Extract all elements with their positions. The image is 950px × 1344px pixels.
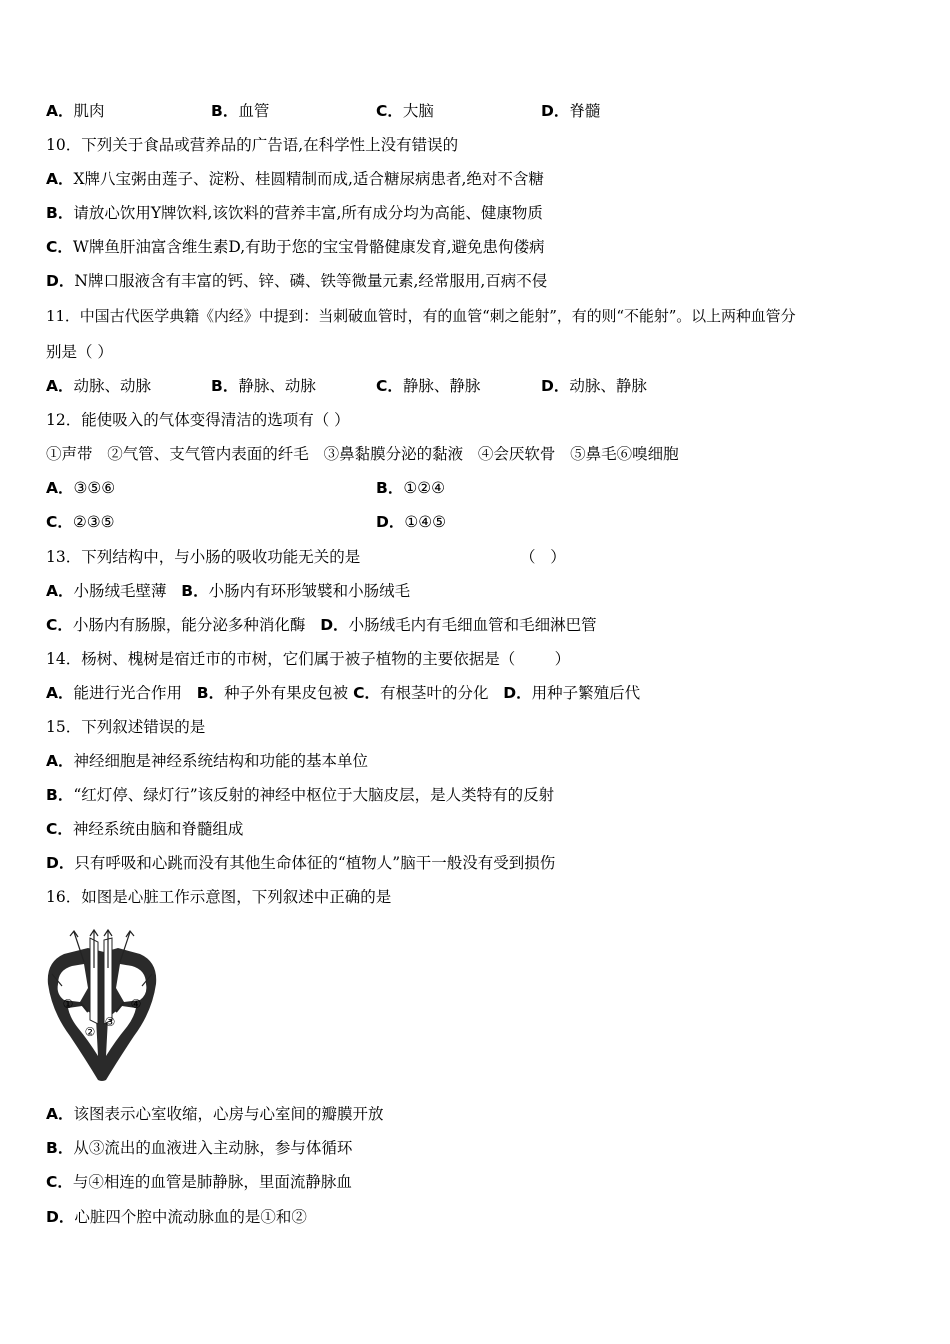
heart-label-4: ④ (130, 997, 142, 1011)
q16-stem: 16．如图是心脏工作示意图，下列叙述中正确的是 (46, 888, 392, 906)
q10-option-a: A．X牌八宝粥由莲子、淀粉、桂圆精制而成,适合糖尿病患者,绝对不含糖 (46, 170, 544, 188)
heart-diagram (44, 928, 160, 1084)
q11-option-c: C．静脉、静脉 (376, 377, 481, 395)
q11-option-a: A．动脉、动脉 (46, 377, 152, 395)
heart-label-2: ② (84, 1025, 96, 1039)
q15-option-d: D．只有呼吸和心跳而没有其他生命体征的“植物人”脑干一般没有受到损伤 (46, 854, 556, 872)
heart-label-3: ③ (104, 1015, 116, 1029)
q11-stem-line1: 11．中国古代医学典籍《内经》中提到：当刺破血管时，有的血管“刺之能射”，有的则“不能射”。以上两种血管分 (46, 307, 796, 325)
q15-stem: 15．下列叙述错误的是 (46, 718, 206, 736)
q10-option-b: B．请放心饮用Y牌饮料,该饮料的营养丰富,所有成分均为高能、健康物质 (46, 204, 543, 222)
q10-option-c: C．W牌鱼肝油富含维生素D,有助于您的宝宝骨骼健康发育,避免患佝偻病 (46, 238, 545, 256)
q9-option-a: A．肌肉 (46, 102, 105, 120)
q10-stem: 10．下列关于食品或营养品的广告语,在科学性上没有错误的 (46, 136, 459, 154)
q9-option-c: C．大脑 (376, 102, 434, 120)
q12-option-a: A．③⑤⑥ (46, 479, 116, 497)
q13-answer-bracket: （ ） (520, 548, 566, 566)
q14-stem: 14．杨树、槐树是宿迁市的市树，它们属于被子植物的主要依据是（ ） (46, 650, 571, 668)
q12-items: ①声带 ②气管、支气管内表面的纤毛 ③鼻黏膜分泌的黏液 ④会厌软骨 ⑤鼻毛⑥嗅细胞 (46, 445, 679, 463)
q10-option-d: D．N牌口服液含有丰富的钙、锌、磷、铁等微量元素,经常服用,百病不侵 (46, 272, 548, 290)
q16-option-a: A．该图表示心室收缩，心房与心室间的瓣膜开放 (46, 1105, 384, 1123)
q11-option-b: B．静脉、动脉 (211, 377, 316, 395)
q12-option-d: D．①④⑤ (376, 513, 447, 531)
q9-option-d: D．脊髓 (541, 102, 601, 120)
q16-option-d: D．心脏四个腔中流动脉血的是①和② (46, 1208, 307, 1226)
q12-option-b: B．①②④ (376, 479, 446, 497)
q12-option-c: C．②③⑤ (46, 513, 115, 531)
q12-stem: 12．能使吸入的气体变得清洁的选项有（ ） (46, 411, 350, 429)
q16-option-b: B．从③流出的血液进入主动脉，参与体循环 (46, 1139, 353, 1157)
q15-option-a: A．神经细胞是神经系统结构和功能的基本单位 (46, 752, 369, 770)
q11-option-d: D．动脉、静脉 (541, 377, 647, 395)
q15-option-b: B．“红灯停、绿灯行”该反射的神经中枢位于大脑皮层，是人类特有的反射 (46, 786, 555, 804)
q13-options-row2: C．小肠内有肠腺，能分泌多种消化酶 D．小肠绒毛内有毛细血管和毛细淋巴管 (46, 616, 597, 634)
heart-label-1: ① (62, 997, 74, 1011)
q16-option-c: C．与④相连的血管是肺静脉，里面流静脉血 (46, 1173, 352, 1191)
q15-option-c: C．神经系统由脑和脊髓组成 (46, 820, 244, 838)
q13-options-row1: A．小肠绒毛壁薄 B．小肠内有环形皱襞和小肠绒毛 (46, 582, 411, 600)
q9-option-b: B．血管 (211, 102, 270, 120)
q13-stem: 13．下列结构中，与小肠的吸收功能无关的是 (46, 548, 361, 566)
q14-options-row: A．能进行光合作用 B．种子外有果皮包被 C．有根茎叶的分化 D．用种子繁殖后代 (46, 684, 641, 702)
q11-stem-line2: 别是（ ） (46, 343, 113, 361)
